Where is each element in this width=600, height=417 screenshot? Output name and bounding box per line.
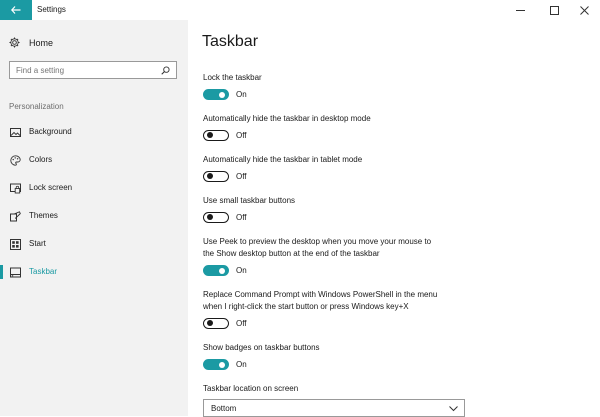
search-icon — [161, 66, 170, 75]
home-nav-item[interactable] — [9, 37, 53, 48]
toggle-badges[interactable] — [203, 359, 229, 370]
close-icon — [580, 6, 589, 15]
search-box[interactable] — [9, 61, 177, 79]
toggle-state-badges: On — [236, 360, 247, 369]
sidebar-item-themes[interactable] — [0, 207, 188, 225]
picture-icon — [10, 127, 21, 138]
toggle-knob — [219, 362, 225, 368]
taskbar-location-value: Bottom — [211, 404, 237, 413]
minimize-icon — [516, 6, 525, 15]
minimize-button[interactable] — [504, 0, 536, 20]
themes-icon — [10, 211, 21, 222]
back-arrow-icon — [11, 6, 21, 14]
sidebar-item-label: Themes — [29, 211, 58, 220]
setting-label-peek-line2: the Show desktop button at the end of the taskbar — [203, 249, 380, 258]
maximize-icon — [550, 6, 559, 15]
setting-label-peek-line1: Use Peek to preview the desktop when you move your mouse to — [203, 237, 432, 246]
sidebar-item-start[interactable] — [0, 235, 188, 253]
toggle-knob — [207, 132, 213, 138]
setting-label-powershell-line2: when I right-click the start button or press Windows key+X — [203, 302, 409, 311]
sidebar-item-background[interactable] — [0, 123, 188, 141]
toggle-knob — [219, 268, 225, 274]
setting-label-autohide-desktop: Automatically hide the taskbar in desktop mode — [203, 114, 371, 123]
title-bar — [0, 0, 600, 20]
back-button[interactable] — [0, 0, 32, 20]
setting-label-powershell-line1: Replace Command Prompt with Windows PowerShell in the menu — [203, 290, 438, 299]
toggle-state-lock-taskbar: On — [236, 90, 247, 99]
sidebar-item-label: Colors — [29, 155, 53, 164]
toggle-peek[interactable] — [203, 265, 229, 276]
toggle-state-autohide-desktop: Off — [236, 131, 247, 140]
window-title: Settings — [37, 5, 66, 14]
sidebar-item-label: Taskbar — [29, 267, 58, 276]
lock-screen-icon — [10, 183, 21, 194]
search-input[interactable] — [16, 66, 161, 75]
active-indicator — [0, 265, 3, 279]
toggle-knob — [219, 92, 225, 98]
sidebar-item-label: Start — [29, 239, 46, 248]
sidebar-item-label: Background — [29, 127, 72, 136]
toggle-state-powershell: Off — [236, 319, 247, 328]
sidebar-item-lock-screen[interactable] — [0, 179, 188, 197]
setting-label-small-buttons: Use small taskbar buttons — [203, 196, 296, 205]
toggle-knob — [207, 320, 213, 326]
setting-label-autohide-tablet: Automatically hide the taskbar in tablet mode — [203, 155, 363, 164]
toggle-autohide-tablet[interactable] — [203, 171, 229, 182]
toggle-state-autohide-tablet: Off — [236, 172, 247, 181]
close-button[interactable] — [568, 0, 600, 20]
sidebar-item-label: Lock screen — [29, 183, 73, 192]
sidebar-item-colors[interactable] — [0, 151, 188, 169]
setting-label-taskbar-location: Taskbar location on screen — [203, 384, 299, 393]
toggle-state-small-buttons: Off — [236, 213, 247, 222]
toggle-knob — [207, 173, 213, 179]
toggle-knob — [207, 214, 213, 220]
palette-icon — [10, 155, 21, 166]
sidebar-item-taskbar[interactable] — [0, 263, 188, 281]
setting-label-lock-taskbar: Lock the taskbar — [203, 73, 262, 82]
taskbar-location-dropdown[interactable] — [203, 399, 465, 417]
toggle-autohide-desktop[interactable] — [203, 130, 229, 141]
main-content — [188, 20, 600, 416]
gear-icon — [9, 37, 20, 48]
toggle-state-peek: On — [236, 266, 247, 275]
section-label-personalization: Personalization — [9, 102, 64, 111]
sidebar — [0, 20, 188, 416]
taskbar-icon — [10, 267, 21, 278]
maximize-button[interactable] — [538, 0, 570, 20]
home-label: Home — [29, 37, 54, 48]
setting-label-badges: Show badges on taskbar buttons — [203, 343, 320, 352]
page-title: Taskbar — [202, 33, 259, 50]
toggle-lock-taskbar[interactable] — [203, 89, 229, 100]
toggle-small-buttons[interactable] — [203, 212, 229, 223]
chevron-down-icon — [449, 405, 458, 412]
toggle-powershell[interactable] — [203, 318, 229, 329]
start-grid-icon — [10, 239, 21, 250]
